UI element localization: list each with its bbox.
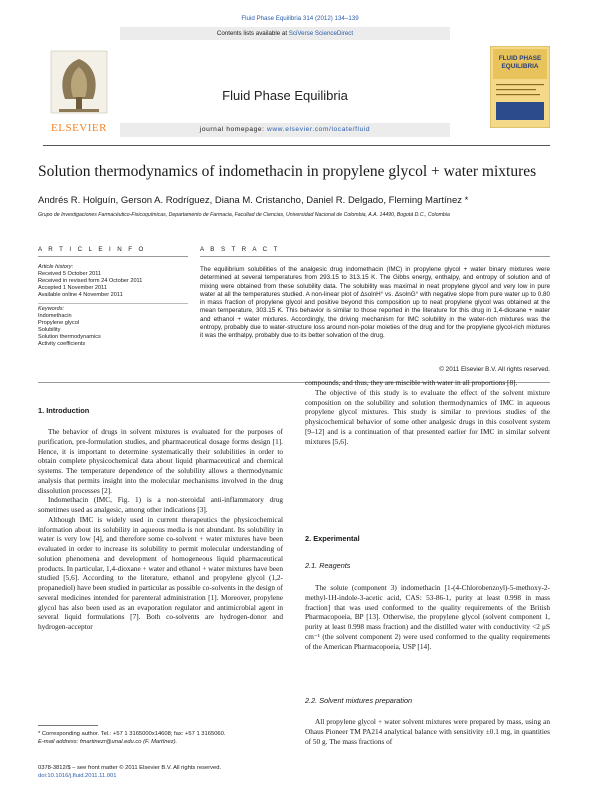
keyword-item: Indomethacin (38, 313, 72, 319)
paragraph: compounds, and thus, they are miscible with water in all proportions [8]. (305, 378, 518, 387)
introduction-body (38, 427, 283, 632)
keyword-item: Propylene glycol (38, 320, 80, 326)
keyword-item: Solution thermodynamics (38, 334, 101, 340)
svg-text:EQUILIBRIA: EQUILIBRIA (501, 63, 539, 70)
subsection-heading-reagents: 2.1. Reagents (305, 561, 351, 570)
keywords-rule (38, 303, 188, 304)
history-label: Article history: (38, 264, 74, 270)
article-history (38, 264, 188, 299)
running-header: Fluid Phase Equilibria 314 (2012) 134–139 (241, 15, 359, 22)
paragraph: Indomethacin (IMC, Fig. 1) is a non-steroidal anti-inflammatory drug sometimes used as analgesic, among other indications [3]. (38, 495, 283, 514)
history-item: Received in revised form 24 October 2011 (38, 278, 143, 284)
keywords-label: Keywords: (38, 306, 65, 312)
reagents-body (305, 583, 550, 651)
abstract-heading: A B S T R A C T (200, 246, 280, 253)
section-heading-experimental: 2. Experimental (305, 534, 360, 543)
journal-homepage-bar (120, 123, 450, 137)
paragraph: The behavior of drugs in solvent mixtures is evaluated for the purposes of purification, pre-formulation studies, and pharmaceutical dosage forms design [1]. Hence, it is important to determine systematically their solubilities in order to obtain complete physicochemical data about liquid pharmaceutical and chemical systems. The temperature dependence of the solubility allows a thermodynamic analysis that permits insight into the molecular mechanisms involved in the drug dissolution processes [2]. (38, 427, 283, 495)
contents-bar (120, 27, 450, 40)
journal-title: Fluid Phase Equilibria (222, 88, 348, 103)
paragraph: The solute (component 3) indomethacin [1-(4-Chlorobenzoyl)-5-methoxy-2-methyl-1H-indole-3-acetic acid, CAS: 53-86-1, purity at least 0.998 in mass fraction] that was used conformed to the quality requirements of the British Pharmacopoeia, BP [13]. Otherwise, the propylene glycol (solvent component 1, purity at least 0.998 mass fraction) and the distilled water with conductivity <2 μS cm⁻¹ (the solvent component 2) were used conformed to the quality requirements of the American Pharmacopoeia, USP [14]. (305, 583, 550, 651)
history-item: Received 5 October 2011 (38, 271, 102, 277)
keyword-item: Activity coefficients (38, 341, 86, 347)
abstract-text: The equilibrium solubilities of the analgesic drug indomethacin (IMC) in propylene glycol + water binary mixtures were determined at several temperatures from 293.15 to 313.15 K. The Gibbs energy, enthalpy, and entropy of solution and of mixing were obtained from these solubility data. The solubility was maximal in neat propylene glycol and very low in pure water at all the temperatures studied. A non-linear plot of ΔsolnH° vs. ΔsolnG° with negative slope from pure water up to 0.80 in mass fraction of propylene glycol and positive beyond this composition up to neat propylene glycol was obtained at the mean temperature, 303.15 K. This behavior is similar to those reported in the literature for this drug in 1,4-dioxane + water and ethanol + water mixtures. Accordingly, the driving mechanism for IMC solubility in the water-rich mixtures was the entropy, probably due to water-structure loss around non-polar moieties of the drug and for the propylene glycol-rich mixtures it was the enthalpy, probably due to its better solvation of the drug. (200, 266, 550, 340)
svg-text:FLUID PHASE: FLUID PHASE (498, 55, 542, 62)
email-note: E-mail address: fmartinezr@unal.edu.co (F. Martínez). (38, 738, 178, 745)
article-info-heading: A R T I C L E I N F O (38, 246, 146, 253)
corresponding-author-note: * Corresponding author. Tel.: +57 1 3165000x14608; fax: +57 1 3165060. (38, 731, 226, 737)
column-two-body (305, 378, 550, 446)
sciencedirect-link[interactable]: SciVerse ScienceDirect (288, 30, 354, 37)
keywords-list (38, 306, 188, 348)
header-rule (43, 145, 550, 146)
paragraph: Although IMC is widely used in current therapeutics the physicochemical information about its solubility in aqueous media is not abundant. Its solubility in water is very low [4], and therefore some co-solvent + water mixtures have been evaluated in order to increase its solubility to permit molecular understanding of solution phenomena and development of homogeneous liquid pharmaceutical products. In particular, 1,4-dioxane + water and ethanol + water mixtures have been studied [5,6]. According to the literature, ethanol and propylene glycol (1,2-propanediol) have been studied in particular as possible co-solvents in the design of several medicines intended for parenteral administration [1]. Moreover, propylene glycol has also been used as an evaporation regulator and antimicrobial agent in several liquid formulations [7]. Both co-solvents are hydrogen-donor and hydrogen-acceptor (38, 514, 283, 631)
abstract-copyright: © 2011 Elsevier B.V. All rights reserved. (439, 366, 550, 373)
paragraph: The objective of this study is to evaluate the effect of the solvent mixture composition on the solubility and solution thermodynamics of IMC in aqueous propylene glycol mixtures. This study is similar to previous studies of the physicochemical behavior of some other analgesic drugs in this cosolvent system [9–12] and is a continuation of that presented earlier for IMC in similar solvent mixtures [5,6]. (305, 387, 550, 446)
doi-link[interactable]: doi:10.1016/j.fluid.2011.11.001 (38, 772, 117, 779)
footnote-rule (38, 725, 98, 726)
homepage-link[interactable]: www.elsevier.com/locate/fluid (267, 126, 371, 133)
footnote (38, 731, 283, 746)
issn-line: 0378-3812/$ – see front matter © 2011 Elsevier B.V. All rights reserved. (38, 765, 222, 771)
front-matter-info (38, 765, 283, 780)
history-item: Accepted 1 November 2011 (38, 285, 107, 291)
history-item: Available online 4 November 2011 (38, 292, 123, 298)
article-affiliation: Grupo de Investigaciones Farmacéutico-Fisicoquímicas, Departamento de Farmacia, Facultad de Ciencias, Universidad Nacional de Colombia, A.A. 14490, Bogotá D.C., Colombia (38, 212, 450, 218)
paragraph: All propylene glycol + water solvent mixtures were prepared by mass, using an Ohaus Pioneer TM PA214 analytical balance with sensitivity ±0.1 mg, in quantities of 50 g. The mass fractions of (305, 717, 550, 746)
article-title: Solution thermodynamics of indomethacin in propylene glycol + water mixtures (38, 163, 537, 180)
keyword-item: Solubility (38, 327, 61, 333)
article-info-rule (38, 256, 188, 257)
homepage-prefix: journal homepage: (199, 126, 268, 133)
elsevier-wordmark: ELSEVIER (51, 122, 107, 134)
article-authors: Andrés R. Holguín, Gerson A. Rodríguez, Diana M. Cristancho, Daniel R. Delgado, Fleming Martínez * (38, 195, 469, 206)
journal-cover-image (490, 46, 550, 128)
elsevier-logo (43, 47, 115, 139)
contents-prefix: Contents lists available at (216, 30, 289, 37)
abstract-rule (200, 256, 550, 257)
section-heading-introduction: 1. Introduction (38, 406, 90, 415)
solvent-mixtures-body (305, 717, 550, 746)
subsection-heading-solvent-mixtures: 2.2. Solvent mixtures preparation (305, 696, 413, 705)
